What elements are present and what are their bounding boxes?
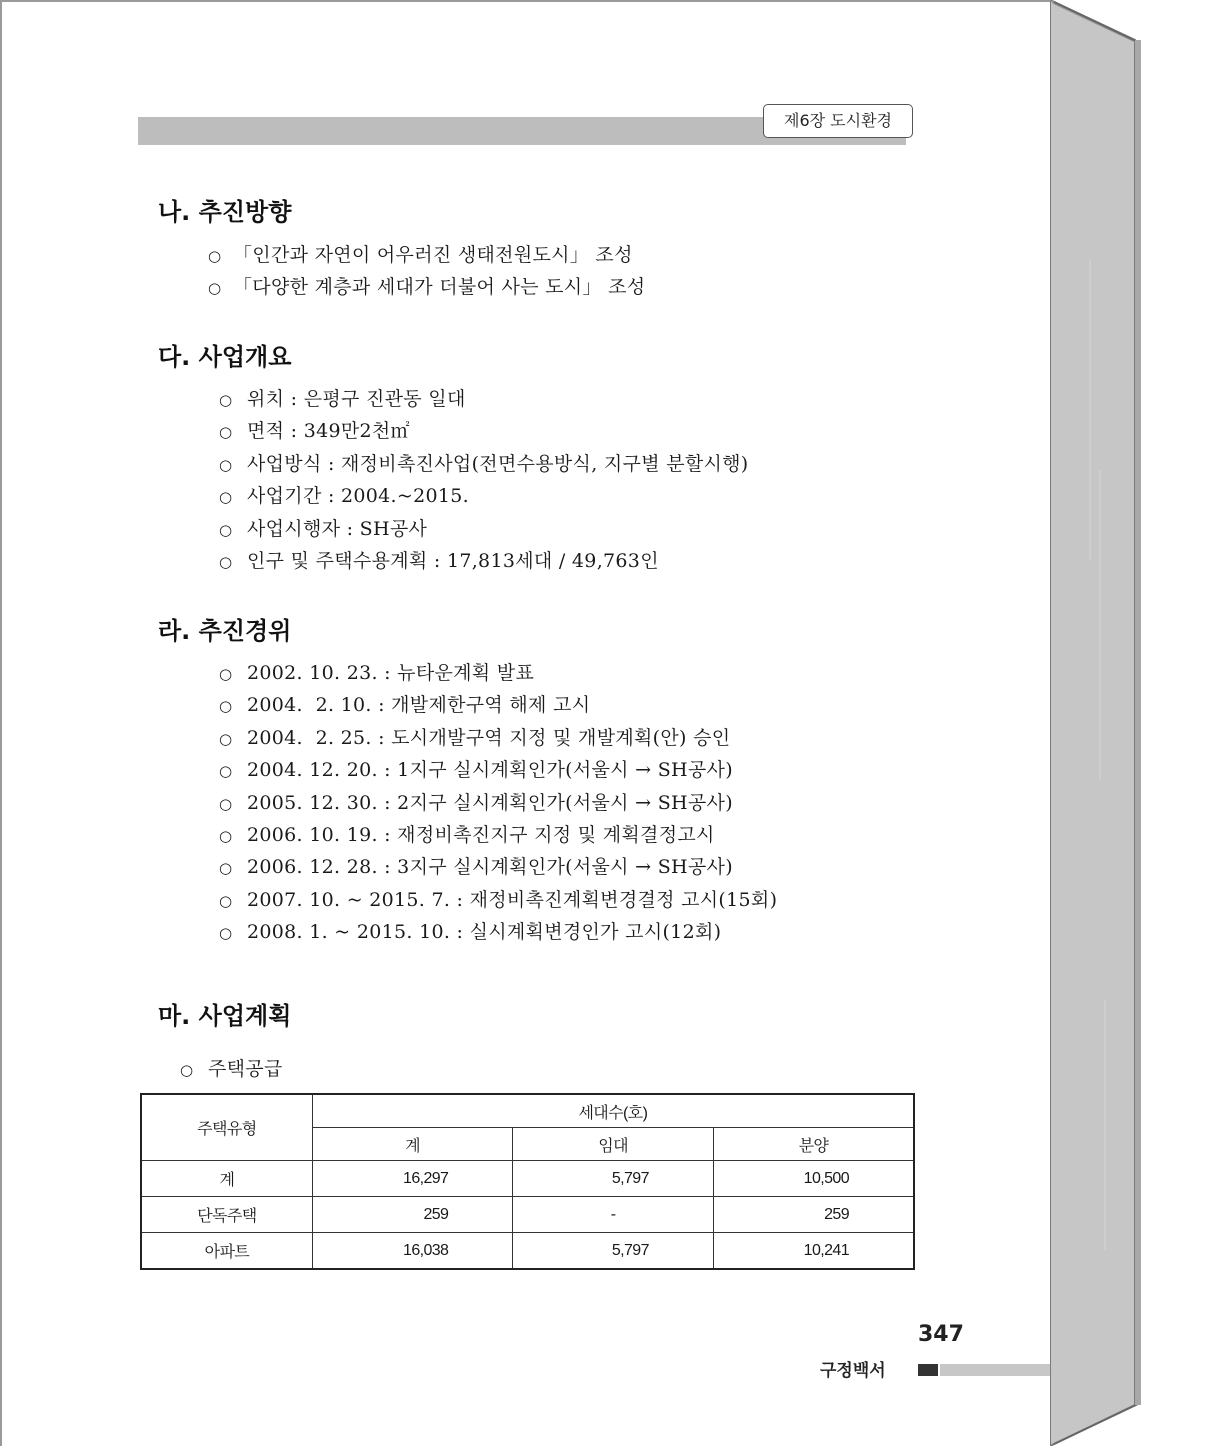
bullet-icon: ○ — [219, 697, 233, 716]
bullet-icon: ○ — [219, 520, 233, 539]
footer-bar — [940, 1364, 1050, 1376]
cell-sale: 10,500 — [713, 1161, 914, 1197]
list-item: ○ 2007. 10. ~ 2015. 7. : 재정비촉진계획변경결정 고시(15회) — [219, 884, 777, 916]
section-title-plan: 마. 사업계획 — [158, 1002, 292, 1030]
table-row — [141, 1233, 914, 1270]
cell-total: 16,038 — [312, 1233, 513, 1270]
bullet-icon: ○ — [219, 826, 233, 845]
cell-type: 계 — [141, 1161, 312, 1197]
chapter-tag: 제6장 도시환경 — [763, 104, 913, 138]
list-item: ○ 면적 : 349만2천㎡ — [219, 415, 749, 447]
housing-supply-table — [140, 1093, 915, 1270]
header-total: 계 — [312, 1128, 513, 1161]
bullet-icon: ○ — [219, 859, 233, 878]
bullet-icon: ○ — [219, 729, 233, 748]
list-item: ○ 「인간과 자연이 어우러진 생태전원도시」 조성 — [208, 239, 645, 271]
header-rental: 임대 — [513, 1128, 714, 1161]
table-row — [141, 1197, 914, 1233]
list-item: ○ 2006. 12. 28. : 3지구 실시계획인가(서울시 → SH공사) — [219, 851, 777, 883]
list-item: ○ 2002. 10. 23. : 뉴타운계획 발표 — [219, 657, 777, 689]
list-item: ○ 사업시행자 : SH공사 — [219, 513, 749, 545]
bullet-icon: ○ — [219, 455, 233, 474]
bullet-icon: ○ — [219, 488, 233, 507]
header-households: 세대수(호) — [312, 1094, 914, 1128]
section-title-history: 라. 추진경위 — [158, 617, 292, 645]
cell-total: 16,297 — [312, 1161, 513, 1197]
bullet-icon: ○ — [219, 762, 233, 781]
bullet-icon: ○ — [208, 247, 222, 265]
section-title-overview: 다. 사업개요 — [158, 343, 292, 371]
list-item: ○ 2004. 2. 10. : 개발제한구역 해제 고시 — [219, 689, 777, 721]
bullet-icon: ○ — [219, 794, 233, 813]
cell-total: 259 — [312, 1197, 513, 1233]
header-sale: 분양 — [713, 1128, 914, 1161]
history-list — [219, 657, 777, 949]
cell-sale: 10,241 — [713, 1233, 914, 1270]
list-item: ○ 주택공급 — [180, 1053, 283, 1085]
list-item: ○ 2005. 12. 30. : 2지구 실시계획인가(서울시 → SH공사) — [219, 787, 777, 819]
bullet-icon: ○ — [219, 391, 233, 409]
header-housing-type: 주택유형 — [141, 1094, 312, 1161]
table-header-row — [141, 1094, 914, 1128]
cell-rental: 5,797 — [513, 1233, 714, 1270]
overview-list — [219, 383, 749, 577]
cell-type: 아파트 — [141, 1233, 312, 1270]
list-item: ○ 사업방식 : 재정비촉진사업(전면수용방식, 지구별 분할시행) — [219, 448, 749, 480]
list-item: ○ 인구 및 주택수용계획 : 17,813세대 / 49,763인 — [219, 545, 749, 577]
cell-sale: 259 — [713, 1197, 914, 1233]
list-item: ○ 「다양한 계층과 세대가 더불어 사는 도시」 조성 — [208, 271, 645, 303]
page-number: 347 — [918, 1322, 964, 1347]
bullet-icon: ○ — [180, 1061, 194, 1079]
bullet-icon: ○ — [219, 891, 233, 910]
cell-rental: - — [513, 1197, 714, 1233]
cell-type: 단독주택 — [141, 1197, 312, 1233]
list-item: ○ 2004. 2. 25. : 도시개발구역 지정 및 개발계획(안) 승인 — [219, 722, 777, 754]
direction-list — [208, 239, 645, 304]
list-item: ○ 2008. 1. ~ 2015. 10. : 실시계획변경인가 고시(12회) — [219, 916, 777, 948]
plan-list — [180, 1053, 283, 1085]
list-item: ○ 2004. 12. 20. : 1지구 실시계획인가(서울시 → SH공사) — [219, 754, 777, 786]
bullet-icon: ○ — [219, 924, 233, 943]
bullet-icon: ○ — [208, 279, 222, 298]
footer-mark — [918, 1364, 938, 1376]
list-item: ○ 2006. 10. 19. : 재정비촉진지구 지정 및 계획결정고시 — [219, 819, 777, 851]
book-edge-shadow — [1050, 0, 1215, 1446]
table-row — [141, 1161, 914, 1197]
cell-rental: 5,797 — [513, 1161, 714, 1197]
bullet-icon: ○ — [219, 423, 233, 442]
footer-book-title: 구정백서 — [820, 1361, 886, 1381]
list-item: ○ 위치 : 은평구 진관동 일대 — [219, 383, 749, 415]
section-title-direction: 나. 추진방향 — [158, 198, 292, 226]
list-item: ○ 사업기간 : 2004.~2015. — [219, 480, 749, 512]
bullet-icon: ○ — [219, 552, 233, 571]
bullet-icon: ○ — [219, 665, 233, 683]
